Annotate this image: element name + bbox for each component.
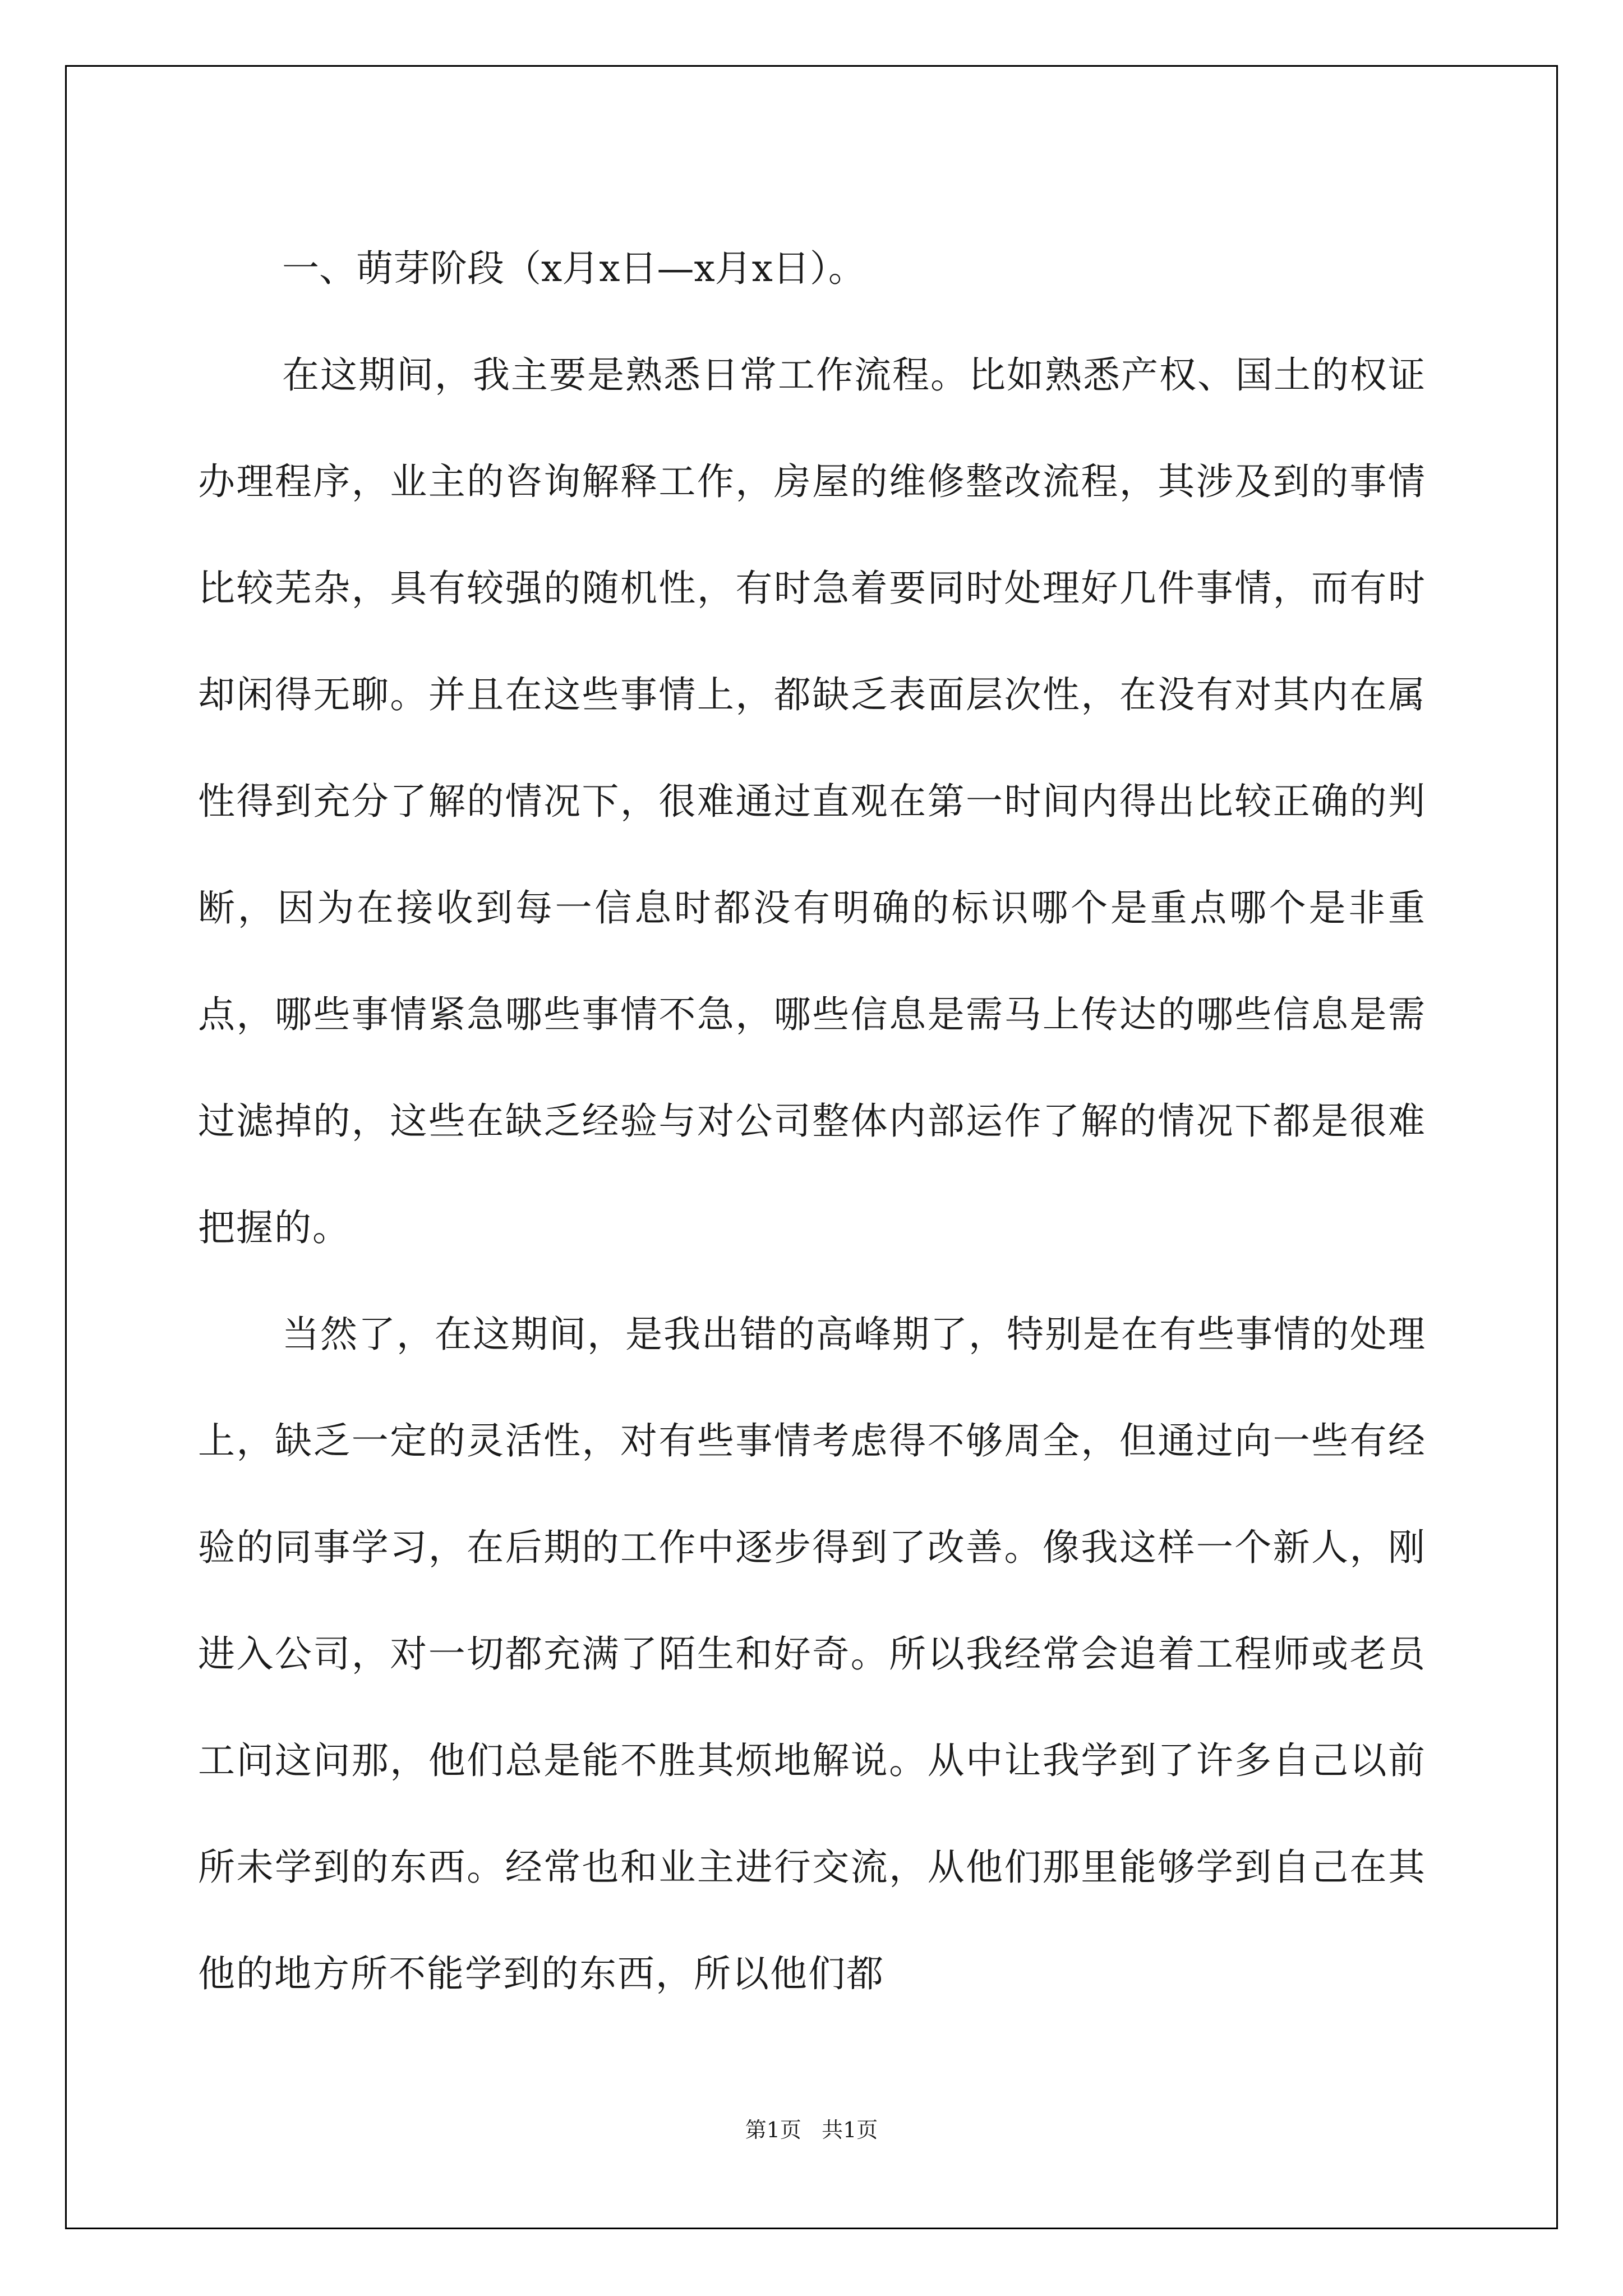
- paragraph: 当然了，在这期间，是我出错的高峰期了，特别是在有些事情的处理上，缺乏一定的灵活性，对有些事情考虑得不够周全，但通过向一些有经验的同事学习，在后期的工作中逐步得到了改善。像我这样一个新人，刚进入公司，对一切都充满了陌生和好奇。所以我经常会追着工程师或老员工问这问那，他们总是能不胜其烦地解说。从中让我学到了许多自己以前所未学到的东西。经常也和业主进行交流，从他们那里能够学到自己在其他的地方所不能学到的东西，所以他们都: [198, 1313, 1426, 1995]
- section-heading: 一、萌芽阶段（x月x日—x月x日）。: [282, 247, 865, 290]
- paragraph: 在这期间，我主要是熟悉日常工作流程。比如熟悉产权、国土的权证办理程序，业主的咨询解释工作，房屋的维修整改流程，其涉及到的事情比较芜杂，具有较强的随机性，有时急着要同时处理好几件事情，而有时却闲得无聊。并且在这些事情上，都缺乏表面层次性，在没有对其内在属性得到充分了解的情况下，很难通过直观在第一时间内得出比较正确的判断，因为在接收到每一信息时都没有明确的标识哪个是重点哪个是非重点，哪些事情紧急哪些事情不急，哪些信息是需马上传达的哪些信息是需过滤掉的，这些在缺乏经验与对公司整体内部运作了解的情况下都是很难把握的。: [198, 353, 1426, 1249]
- document-body: [198, 215, 1426, 2027]
- page-footer: 第1页 共1页: [745, 2118, 878, 2142]
